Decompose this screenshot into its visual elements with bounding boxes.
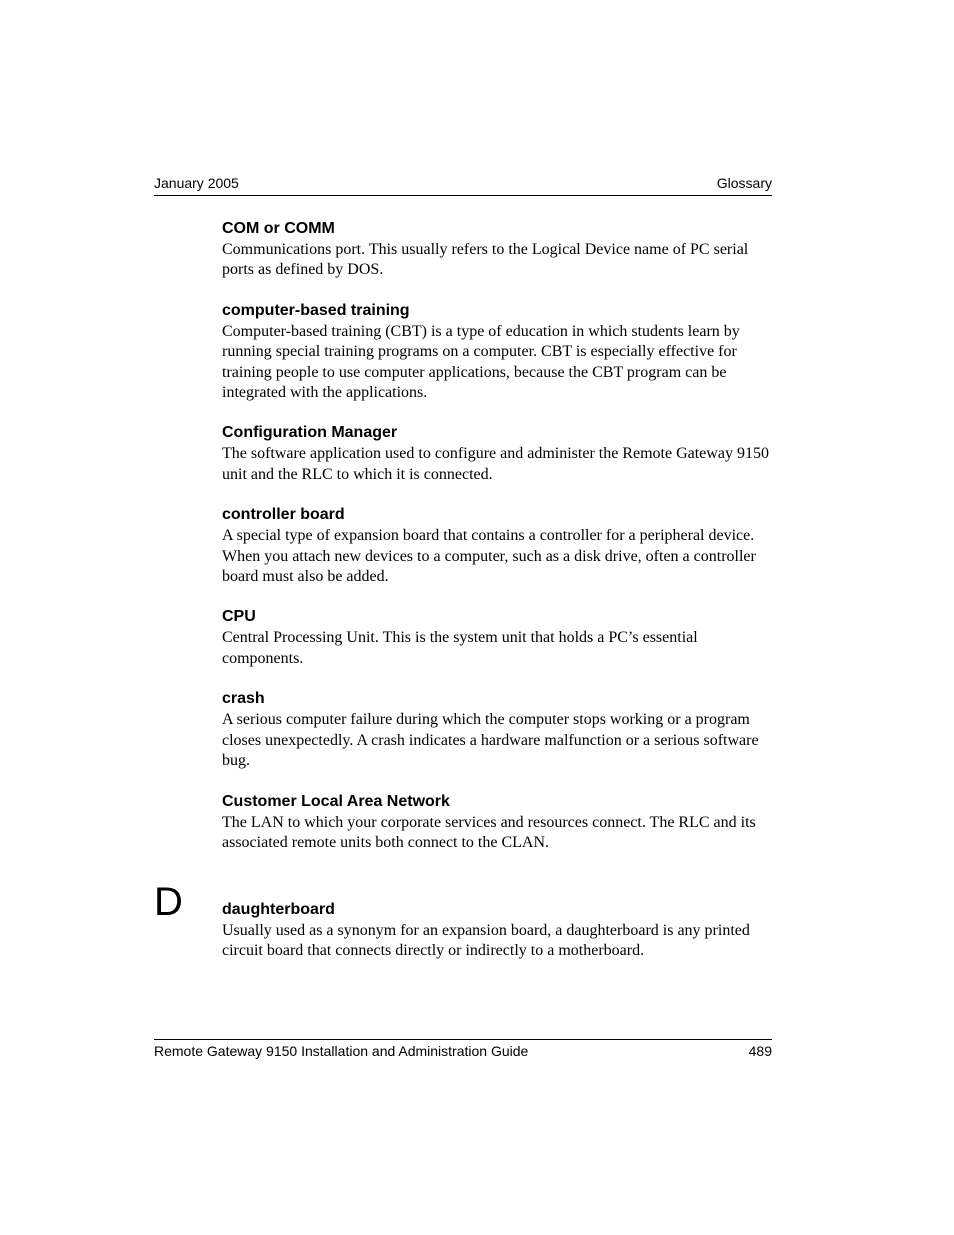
glossary-definition: A special type of expansion board that contains a controller for a peripheral device. When you attach new devices to a computer, such as a disk drive, often a controller board must also be added. (222, 527, 756, 586)
glossary-definition: The LAN to which your corporate services and resources connect. The RLC and its associated remote units both connect to the CLAN. (222, 813, 756, 851)
glossary-entry (222, 301, 772, 404)
glossary-term: daughterboard (222, 901, 335, 918)
glossary-entry (222, 792, 772, 854)
glossary-entry (222, 505, 772, 587)
glossary-definition: Computer-based training (CBT) is a type of education in which students learn by running special training programs on a computer. CBT is especially effective for training people to use computer applications, because the CBT program can be integrated with the applications. (222, 322, 740, 402)
glossary-term: controller board (222, 506, 345, 524)
glossary-entry (222, 607, 772, 669)
header-date: January 2005 (154, 175, 239, 191)
glossary-entry (222, 423, 772, 485)
section-letter: D (154, 880, 183, 924)
glossary-term: COM or COMM (222, 220, 335, 237)
glossary-term: crash (222, 690, 265, 708)
page-footer (154, 1039, 772, 1060)
page-number: 489 (748, 1043, 772, 1059)
glossary-entry (222, 900, 772, 962)
glossary-term: Customer Local Area Network (222, 792, 450, 810)
glossary-entry (222, 689, 772, 771)
page-header (154, 175, 772, 196)
glossary-definition: A serious computer failure during which the computer stops working or a program closes unexpectedly. A crash indicates a hardware malfunction or a serious software bug. (222, 711, 759, 770)
glossary-definition: Central Processing Unit. This is the system unit that holds a PC’s essential components. (222, 629, 698, 667)
glossary-term: Configuration Manager (222, 424, 398, 442)
footer-title: Remote Gateway 9150 Installation and Administration Guide (154, 1043, 529, 1059)
glossary-term: CPU (222, 608, 256, 626)
glossary-definition: Usually used as a synonym for an expansion board, a daughterboard is any printed circuit board that connects directly or indirectly to a motherboard. (222, 922, 750, 960)
header-section: Glossary (716, 175, 772, 191)
glossary-definition: Communications port. This usually refers to the Logical Device name of PC serial ports as defined by DOS. (222, 241, 749, 279)
glossary-term: computer-based training (222, 301, 410, 319)
glossary-entry (222, 219, 772, 281)
glossary-entries (222, 219, 772, 873)
glossary-definition: The software application used to configure and administer the Remote Gateway 9150 unit and the RLC to which it is connected. (222, 445, 769, 483)
